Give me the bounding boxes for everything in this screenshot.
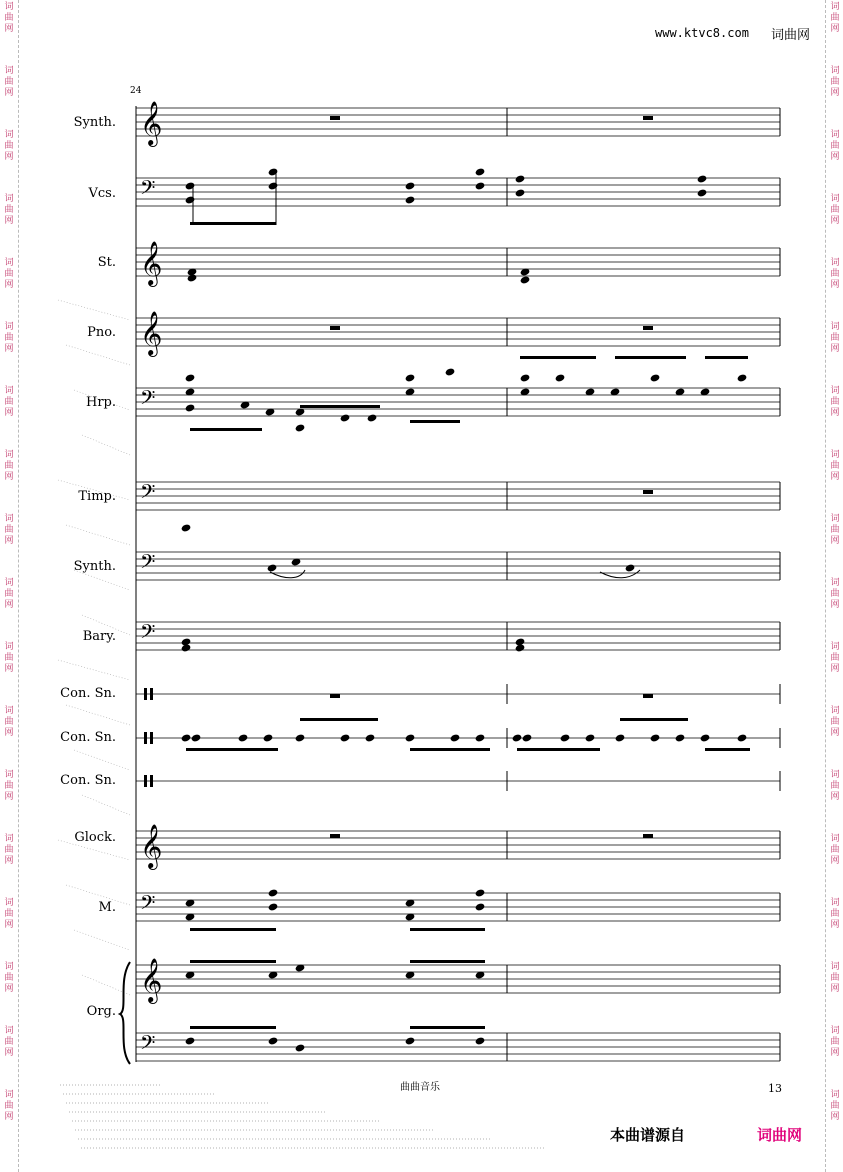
note-beam — [186, 748, 278, 751]
footer-source-text: 本曲谱源自 — [610, 1126, 686, 1144]
dotted-guide-line — [82, 435, 130, 455]
note-beam — [300, 405, 380, 408]
footer-center-text: 曲曲音乐 — [400, 1082, 440, 1093]
watermark-text: 词 曲 网 — [4, 514, 14, 546]
percussion-clef-icon — [150, 775, 153, 787]
note-head — [697, 174, 708, 183]
whole-rest — [330, 694, 340, 698]
label-bary: Bary. — [82, 629, 116, 644]
note-head — [367, 413, 378, 422]
note-head — [650, 373, 661, 382]
note-head — [405, 195, 416, 204]
note-beam — [190, 1026, 276, 1029]
tie-curve — [600, 570, 640, 578]
bass-clef-icon: 𝄢 — [140, 386, 156, 414]
note-beam — [410, 960, 485, 963]
note-head — [405, 1036, 416, 1045]
label-org: Org. — [86, 1004, 116, 1019]
label-con-sn-2: Con. Sn. — [60, 730, 116, 745]
note-beam — [620, 718, 688, 721]
note-head — [737, 733, 748, 742]
treble-clef-icon: 𝄞 — [140, 311, 163, 355]
note-beam — [410, 928, 485, 931]
watermark-text: 词 曲 网 — [830, 194, 840, 226]
note-head — [450, 733, 461, 742]
whole-rest — [330, 834, 340, 838]
bass-clef-icon: 𝄢 — [140, 480, 156, 508]
note-head — [445, 367, 456, 376]
note-beam — [410, 1026, 485, 1029]
label-glock: Glock. — [74, 830, 116, 845]
note-head — [520, 373, 531, 382]
watermark-text: 词 曲 网 — [830, 578, 840, 610]
note-head — [185, 403, 196, 412]
note-head — [340, 413, 351, 422]
measure-number: 24 — [130, 86, 142, 96]
watermark-text: 词 曲 网 — [4, 962, 14, 994]
watermark-text: 词 曲 网 — [4, 194, 14, 226]
watermark-text: 词 曲 网 — [830, 66, 840, 98]
treble-clef-icon: 𝄞 — [140, 241, 163, 285]
dotted-guide-line — [74, 750, 130, 770]
site-url[interactable]: www.ktvc8.com — [655, 26, 749, 40]
watermark-text: 词 曲 网 — [830, 322, 840, 354]
label-pno: Pno. — [87, 325, 116, 340]
whole-rest — [643, 694, 653, 698]
note-head — [405, 181, 416, 190]
whole-rest — [643, 834, 653, 838]
dotted-guide-line — [58, 300, 130, 320]
note-head — [675, 733, 686, 742]
watermark-text: 词 曲 网 — [4, 1026, 14, 1058]
watermark-text: 词 曲 网 — [830, 2, 840, 34]
note-beam — [190, 960, 276, 963]
note-head — [515, 188, 526, 197]
watermark-text: 词 曲 网 — [4, 898, 14, 930]
note-beam — [190, 222, 276, 225]
watermark-text: 词 曲 网 — [830, 130, 840, 162]
note-head — [700, 733, 711, 742]
watermark-text: 词 曲 网 — [4, 386, 14, 418]
note-head — [405, 373, 416, 382]
label-hrp: Hrp. — [85, 395, 116, 410]
watermark-text: 词 曲 网 — [830, 450, 840, 482]
note-head — [365, 733, 376, 742]
treble-clef-icon: 𝄞 — [140, 824, 163, 868]
bass-clef-icon: 𝄢 — [140, 550, 156, 578]
note-head — [512, 733, 523, 742]
watermark-text: 词 曲 网 — [4, 770, 14, 802]
note-head — [405, 733, 416, 742]
watermark-text: 词 曲 网 — [830, 258, 840, 290]
note-beam — [190, 428, 262, 431]
note-head — [191, 733, 202, 742]
note-head — [475, 733, 486, 742]
note-head — [187, 273, 198, 282]
treble-clef-icon: 𝄞 — [140, 958, 163, 1002]
organ-brace — [120, 962, 130, 1064]
dotted-guide-line — [58, 660, 130, 680]
note-beam — [615, 356, 686, 359]
watermark-text: 词 曲 网 — [830, 1090, 840, 1122]
percussion-clef-icon — [150, 688, 153, 700]
bass-clef-icon: 𝄢 — [140, 176, 156, 204]
note-head — [475, 888, 486, 897]
watermark-text: 词 曲 网 — [4, 322, 14, 354]
watermark-text: 词 曲 网 — [4, 642, 14, 674]
watermark-text: 词 曲 网 — [4, 578, 14, 610]
dotted-guide-line — [82, 795, 130, 815]
label-con-sn-1: Con. Sn. — [60, 686, 116, 701]
footer-brand[interactable]: 词曲网 — [757, 1126, 803, 1144]
note-head — [295, 423, 306, 432]
percussion-clef-icon — [144, 775, 147, 787]
note-head — [650, 733, 661, 742]
watermark-text: 词 曲 网 — [4, 834, 14, 866]
note-head — [475, 181, 486, 190]
note-head — [625, 563, 636, 572]
watermark-text: 词 曲 网 — [830, 1026, 840, 1058]
note-head — [555, 373, 566, 382]
site-brand[interactable]: 词曲网 — [771, 28, 811, 43]
note-head — [185, 195, 196, 204]
whole-rest — [643, 326, 653, 330]
note-head — [520, 275, 531, 284]
note-head — [615, 733, 626, 742]
label-synth-2: Synth. — [73, 559, 116, 574]
whole-rest — [330, 116, 340, 120]
watermark-text: 词 曲 网 — [4, 258, 14, 290]
note-head — [697, 188, 708, 197]
page-number: 13 — [768, 1082, 782, 1095]
note-head — [181, 523, 192, 532]
watermark-text: 词 曲 网 — [4, 66, 14, 98]
note-head — [560, 733, 571, 742]
label-con-sn-3: Con. Sn. — [60, 773, 116, 788]
watermark-text: 词 曲 网 — [4, 1090, 14, 1122]
note-head — [268, 181, 279, 190]
note-head — [263, 733, 274, 742]
tie-curve — [270, 570, 305, 578]
note-beam — [190, 928, 276, 931]
percussion-clef-icon — [144, 688, 147, 700]
watermark-text: 词 曲 网 — [830, 770, 840, 802]
whole-rest — [330, 326, 340, 330]
note-head — [268, 902, 279, 911]
watermark-text: 词 曲 网 — [830, 898, 840, 930]
watermark-text: 词 曲 网 — [4, 706, 14, 738]
note-head — [295, 1043, 306, 1052]
note-head — [267, 563, 278, 572]
whole-rest — [643, 116, 653, 120]
watermark-text: 词 曲 网 — [830, 386, 840, 418]
note-beam — [520, 356, 596, 359]
note-beam — [705, 356, 748, 359]
note-head — [185, 1036, 196, 1045]
watermark-text: 词 曲 网 — [830, 514, 840, 546]
note-head — [522, 733, 533, 742]
note-beam — [410, 420, 460, 423]
percussion-clef-icon — [150, 732, 153, 744]
bass-clef-icon: 𝄢 — [140, 1031, 156, 1059]
dotted-guide-line — [74, 930, 130, 950]
note-head — [268, 1036, 279, 1045]
note-head — [181, 733, 192, 742]
watermark-text: 词 曲 网 — [830, 834, 840, 866]
note-beam — [705, 748, 750, 751]
watermark-text: 词 曲 网 — [4, 450, 14, 482]
note-head — [185, 181, 196, 190]
dotted-guide-line — [66, 705, 130, 725]
note-head — [340, 733, 351, 742]
note-head — [515, 174, 526, 183]
label-vcs: Vcs. — [88, 186, 116, 201]
dotted-guide-line — [66, 345, 130, 365]
note-head — [585, 733, 596, 742]
watermark-text: 词 曲 网 — [830, 642, 840, 674]
note-beam — [300, 718, 378, 721]
note-head — [475, 902, 486, 911]
watermark-text: 词 曲 网 — [830, 706, 840, 738]
treble-clef-icon: 𝄞 — [140, 101, 163, 145]
note-beam — [410, 748, 490, 751]
note-head — [268, 888, 279, 897]
whole-rest — [643, 490, 653, 494]
note-head — [185, 373, 196, 382]
bass-clef-icon: 𝄢 — [140, 620, 156, 648]
dotted-guide-line — [66, 525, 130, 545]
note-head — [238, 733, 249, 742]
label-st: St. — [97, 255, 116, 270]
label-timp: Timp. — [78, 489, 116, 504]
watermark-text: 词 曲 网 — [4, 2, 14, 34]
label-m: M. — [98, 900, 116, 915]
note-head — [475, 167, 486, 176]
percussion-clef-icon — [144, 732, 147, 744]
note-head — [515, 643, 526, 652]
label-synth-1: Synth. — [73, 115, 116, 130]
note-beam — [517, 748, 600, 751]
watermark-text: 词 曲 网 — [830, 962, 840, 994]
watermark-text: 词 曲 网 — [4, 130, 14, 162]
note-head — [295, 733, 306, 742]
bass-clef-icon: 𝄢 — [140, 891, 156, 919]
note-head — [475, 1036, 486, 1045]
note-head — [268, 167, 279, 176]
note-head — [181, 643, 192, 652]
note-head — [737, 373, 748, 382]
